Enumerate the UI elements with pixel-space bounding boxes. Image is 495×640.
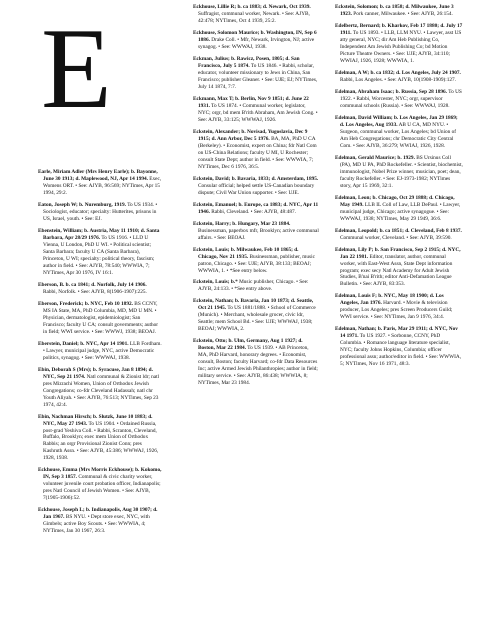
directory-entry [335,23,463,65]
entry-body: To US 1922. • Rabbi, Worcester, NYC; orgr, supervisor communal schools (Russia). • See: WWWAJ, 1928. [340,88,462,109]
entry-heading: Eckman, Julius; b. Rawicz, Posen, 1805; d. San Francisco, July 5 1874. [193,55,300,69]
entry-heading: Eckstein, Nathan; b. Bavaria, Jan 10 1873; d. Seattle, Oct 21 1945. [193,298,314,312]
entry-body: Exec, Womens ORT. • See: AJYB, 96:569; NYTimes, Apr 15 1994, 29:2. [43,175,162,196]
entry-body: Pork canner, Milwaukee. • See: AJYB, 26:154. [353,10,453,17]
directory-entry [335,326,463,368]
directory-entry [38,282,162,296]
directory-entry [335,195,463,223]
directory-entry [193,247,319,275]
directory-entry [38,367,162,409]
directory-entry [335,115,463,150]
entry-heading: Eckstein, Louis; b. Milwaukee, Feb 10 1865; d. Chicago, Nov 21 1935. [193,246,299,260]
directory-entry [193,56,319,91]
entry-body: BS NYU. • Dept store exec, NYC, with Gimbels; active Boy Scouts. • See: WWWIA, 4; NYTimes, Jan 30 1967, 26:3. [43,514,150,535]
entry-heading: Eckstein, Harry; b. Hungary, Mar 23 1884. [193,220,291,227]
directory-entry [193,176,319,197]
entry-body: Natl communal & Zionist ldr; natl pres Mizrachi Women, Union of Orthodox Jewish Congregations; co-fdr Cleveland Hadassah; natl chr Youth Aliyah. • See: AJYB, 76:513; NYTimes, Sep 23 1974, 42:4. [43,373,160,408]
entry-heading: Edelman, Leopold; b. ca 1851; d. Cleveland, Feb 8 1937. [335,227,462,234]
entry-body: Communal & civic charity worker, volunteer juvenile court probation officer, Indianapolis; pres Natl Council of Jewish Women. • See: AJYB, 7(1905-1906):52. [43,474,161,502]
entry-body: To US 1927. • Sorbonne, CCNY, PhD Columbia. • Romance language literature specialist, NYC; faculty Johns Hopkins, Columbia; officer professional assn; author/editor in field. • See: WWWIA, 5; NYTimes, Nov 16 1971, 48:3. [340,333,462,368]
directory-entry [193,279,319,293]
directory-entry [193,221,319,242]
column-3 [335,4,463,373]
directory-entry [38,507,162,535]
entry-heading: Ebin, Deborah S (Mrs); b. Syracuse, Jan 8 1894; d. NYC, Sep 21 1974. [38,366,153,380]
entry-heading: Eberstein, Daniel; b. NYC, Apr 14 1901. [38,340,129,347]
entry-heading: Eberson, Frederick; b. NYC, Feb 10 1892. [38,300,133,307]
entry-body: Editor, translator, author, communal worker, with East-West Assn, State Dept information program; exec secy Natl Academy for Adult Jewish Studies, B'nai B'rith; editor Anti-Defamation League Bulletin. • See: AJYB, 83:353. [340,253,453,288]
directory-entry [193,338,319,387]
entry-heading: Eckstein, Emanuel; b. Europe, ca 1883; d. NYC, Apr 11 1946. [193,201,319,215]
entry-body: AB U CA, MD NYU. • Surgeon, communal worker, Los Angeles; bd Union of Am Heb Congregations; chr Democratic City Central Com. • See: AJYB, 36:279; WWIAJ, 1926, 1928. [340,121,457,149]
entry-body: Suffragist, communal worker, Newark. • See: AJYB, 42:478; NYTimes, Oct 4 1939, 25:2. [198,10,310,24]
section-letter-box [38,5,162,169]
entry-body: Rabbi, Los Angeles. • See: AJYB, 10(1908-1909):127. [340,76,457,83]
entry-body: Harvard. • Movie & television producer, Los Angeles; pres Screen Producers Guild; WWI service. • See: NYTimes, Jan 9 1976, 34:4. [340,300,453,321]
entry-heading: Edelbertz, Bernard; b. Kharkov, Feb 17 1880; d. July 17 1911. [335,22,463,36]
entry-heading: Ebin, Nachman Hirsch; b. Slutzk, June 10 1883; d. NYC, May 27 1943. [38,413,153,427]
directory-entry [335,293,463,321]
entry-body: To US 1939. • AB Princeton, MA, PhD Harvard, honorary degrees. • Economist, consult, Boston; faculty Harvard; co-fdr Data Resources Inc; active Armed Jewish Philanthropies; author in field; military service. • See: AJYB, 86:438; WWWIA, 8; NYTimes, Mar 23 1984. [198,345,318,387]
entry-heading: Eckhouse, Lillie R; b. ca 1883; d. Newark, Oct 1939. [193,4,311,10]
directory-entry [335,155,463,190]
entry-body: Rabbi, Norfolk. • See: AJYB, 8(1906-1907):225. [43,288,147,295]
entry-body: To US 1893. • LLB, LLM NYU. • Lawyer, asst US atty general, NYC; dir Am Heb Publishing Co, Independent Am Jewish Publishing Co; bd Motion Picture Theatre Owners. • See: UJE; AJYB, 34:110; WWIAJ, 1926, 1928; WWWIA, 1. [340,29,462,64]
column-2 [193,4,319,392]
entry-body: Music publisher, Chicago. • See: AJYB, 24:133. • *See entry above. [198,279,309,293]
directory-entry [38,414,162,463]
entry-heading: Eckhouse, Emma (Mrs Morris Eckhouse); b. Kokomo, IN, Sep 3 1857. [38,467,162,481]
entry-heading: Earle, Miriam Adler (Mrs Henry Earle); b. Bayonne, June 30 1913; d. Maplewood, NJ, Apr 14 1994. [38,169,158,182]
entry-heading: Edelman, Nathan; b. Paris, Mar 29 1911; d. NYC, Nov 14 1971. [335,326,458,340]
directory-entry [193,30,319,51]
directory-entry [38,169,162,197]
column-1 [38,5,162,540]
entry-body: Drake Coll. • Mfr, Newark, Irvington, NJ; active synagog. • See: WWWAJ, 1938. [198,36,315,50]
entry-heading: Eckstein, Alexander; b. Novisad, Yugoslavia, Dec 9 1915; d. Ann Arbor, Dec 5 1976. [193,128,308,142]
entry-body: Businessman, paperbox mfr, Brooklyn; active communal affairs. • See: BEOAJ. [198,227,319,241]
entry-body: Businessman, publisher, music patron, Chicago. • See: UJE; AJYB, 38:133; BEOAJ; WWWIA, 1. • *See entry below. [198,253,315,274]
directory-entry [38,301,162,336]
entry-body: To US 1934. • Sociologist, educator; specialty: Hutterites, prisons in US, Israel, youth. • See: EJ. [43,201,158,222]
entry-body: Rabbi, Cleveland. • See: AJYB, 48:487. [211,208,296,215]
entry-heading: Eckstein, Otto; b. Ulm, Germany, Aug 1 1927; d. Boston, Mar 22 1984. [193,338,303,352]
entry-body: BA, MA, PhD U CA (Berkeley). • Economist, expert on China; fdr Natl Com on US-China Relations; faculty U MI, U Rochester; consult State Dept; author in field. • See: WWWIA, 7; NYTimes, Dec 6 1976, 36:5. [198,135,317,170]
entry-heading: Eckmann, Max T; b. Berlin, Nov 9 1851; d. June 22 1931. [193,95,309,109]
entry-heading: Edelman, Abraham Isaac; b. Russia, Sep 28 1896. [335,88,447,95]
directory-entry [335,247,463,289]
entry-heading: Eckstein, Solomon; b. ca 1858; d. Milwaukee, June 3 1923. [335,4,454,17]
directory-entry [193,129,319,171]
entry-heading: Edelman, Lily P; b. San Francisco, Sep 2 1915; d. NYC, Jan 22 1981. [335,246,461,260]
entry-body: Communal worker, Cleveland. • See: AJYB, 39:590. [340,234,452,241]
directory-entry [38,467,162,502]
entry-body: To US 1874. • Communal worker, legislator, NYC; orgr, bd mem B'rith Abraham, Am Jewish Cong. • See: AJYB, 33:125; WWWAJ, 1926. [198,102,318,123]
directory-entry [335,228,463,242]
directory-entry [335,4,463,18]
entry-body: Consular official; helped settle US-Canadian boundary dispute; Civil War Union supporter. • See: UJE. [198,182,315,196]
entry-body: BS CCNY, MS IA State, MA, PhD Columbia, MD, MD U MN. • Physician, dermatologist, epidemiologist; San Francisco; faculty U CA; consult governments; author in field; WWI service. • See: WWWJ, 1938; BEOAJ. [43,300,159,335]
directory-entry [335,70,463,84]
entry-body: To US 1846. • Rabbi, scholar, educator, volunteer missionary to Jews in China, San Francisco; publisher Gleaner. • See: UJE; EJ; NYTimes, July 14 1874, 7:7. [198,62,318,90]
directory-entry [38,341,162,362]
directory-entry [193,4,319,25]
entry-heading: Edelman, David William; b. Los Angeles, Jan 29 1869; d. Los Angeles, Aug 1933. [335,114,458,128]
entry-heading: Edelman, A W; b. ca 1832; d. Los Angeles, July 24 1907. [335,69,461,76]
entry-heading: Eckhouse, Joseph L; b. Indianapolis, Aug 30 1907; d. Jan 1967. [38,507,158,521]
entry-body: LLB Fordham. • Lawyer, municipal judge, NYC, active Democratic politics, synagog. • See: WWWAJ, 1938. [43,340,162,361]
section-letter: E [41,5,112,133]
entry-heading: Eckstein, Louis; b.* [193,279,238,286]
entry-heading: Eaton, Joseph W; b. Nuremburg, 1919. [38,201,126,208]
entry-heading: Edelman, Gerald Maurice; b. 1929. [335,154,415,161]
entry-heading: Ebenstein, William; b. Austria, May 11 1910; d. Santa Barbara, Apr 28/29 1976. [38,227,160,241]
entry-body: To US 1904. • Ordained Russia, post-grad Yeshiva Coll. • Rabbi, Scranton, Cleveland, Buffalo, Brooklyn; exec mem Union of Orthodox Rabbis; an orgr Provisional Zionist Conn; pres Kashruth Assn. • See: AJYB, 45:386; WWWAJ, 1926, 1928, 1938. [43,420,159,462]
entry-heading: Edelman, Louis F; b. NYC, May 18 1900; d. Los Angeles, Jan 1976. [335,293,444,307]
directory-entry [193,96,319,124]
directory-entry [38,228,162,277]
entry-heading: Eckhouse, Solomon Maurice; b. Washington, IN, Sep 6 1886. [193,29,317,43]
directory-entry [193,202,319,216]
entry-heading: Eberson, B. b. ca 1841; d. Norfolk, July 14 1906. [38,281,147,288]
directory-entry [335,89,463,110]
directory-entry [38,202,162,223]
entry-body: LLB IL Coll of Law, LLB DePaul. • Lawyer, municipal judge, Chicago; active synagogue. • See: WWWAJ, 1938; NYTimes, May 29 1949, 36:6. [340,201,461,222]
entry-heading: Edelman, Leon; b. Chicago, Oct 29 1888; d. Chicago, May 1949. [335,194,455,208]
directory-entry [193,298,319,333]
entry-heading: Eckstein, David; b. Bavaria, 1833; d. Amsterdam, 1895. [193,175,319,182]
entry-body: To US 1881/1888. • School of Commerce (Munich). • Merchant, wholesale grocer, civic ldr, Seattle; mem School Bd. • See: UJE; WWWAJ, 1938; BEOAJ; WWWIA, 2. [198,305,316,333]
entry-body: BS Ursinus Coll (PA), MD U PA, PhD Rockefeller. • Scientist, biochemist, immunologist, Nobel Prize winner, musician, poet; dean, faculty Rockefeller. • See: EJ-1973-1982; NYTimes story, Apr 15 1969, 32:1. [340,154,463,189]
entry-body: To US 1916. • LLD U Vienna, U London, PhD U WI. • Political scientist; Santa Barbara; faculty U CA (Santa Barbara), Princeton, U WI; specialty: political theory, fascism; author in field. • See: AJYB, 78:540; WWWIA, 7; NYTimes, Apr 30 1976, IV 16:1. [43,234,155,276]
